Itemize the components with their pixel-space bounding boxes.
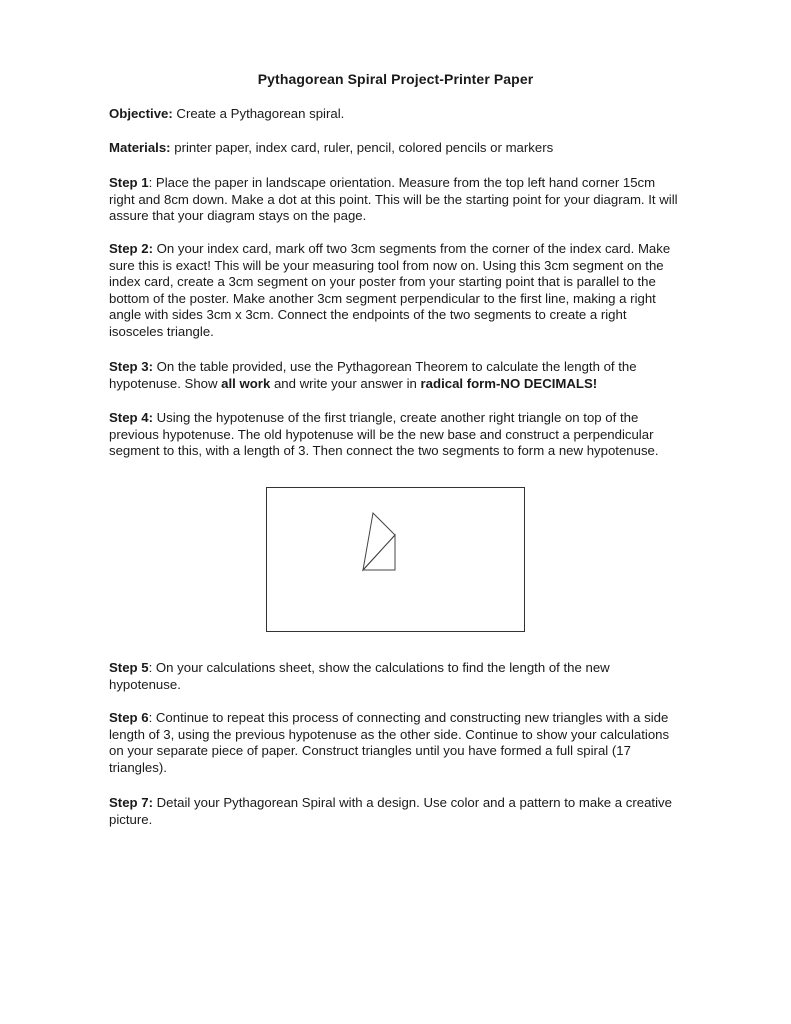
spiral-diagram xyxy=(266,487,525,632)
step2-paragraph xyxy=(109,241,684,340)
step1-text: : Place the paper in landscape orientation. Measure from the top left hand corner 15cm right and 8cm down. Make a dot at this point. This will be the starting point for your diagram. It will assure that your diagram stays on the page. xyxy=(109,175,678,223)
step3-text-a: On the table provided, use the Pythagorean Theorem to calculate the length of the hypotenuse. Show xyxy=(109,359,637,391)
spiral-triangles-drawing xyxy=(267,488,526,633)
document-title: Pythagorean Spiral Project-Printer Paper xyxy=(257,71,534,87)
step6-label: Step 6 xyxy=(109,710,149,725)
step5-label: Step 5 xyxy=(109,660,149,675)
objective-label: Objective: xyxy=(109,106,173,121)
step3-label: Step 3: xyxy=(109,359,153,374)
materials-label: Materials: xyxy=(109,140,171,155)
step3-text-b: and write your answer in xyxy=(270,375,421,391)
step7-text: Detail your Pythagorean Spiral with a design. Use color and a pattern to make a creative picture. xyxy=(109,795,672,827)
step6-text: : Continue to repeat this process of connecting and constructing new triangles with a side length of 3, using the previous hypotenuse as the other side. Continue to show your calculations on your separate piece of paper. Construct triangles until you have formed a full spiral (17 triangles). xyxy=(109,710,670,775)
step4-paragraph xyxy=(109,410,684,460)
step3-paragraph xyxy=(109,359,684,392)
step4-text: Using the hypotenuse of the first triangle, create another right triangle on top of the previous hypotenuse. The old hypotenuse will be the new base and construct a perpendicular segment to this, with a length of 3. Then connect the two segments to form a new hypotenuse. xyxy=(109,410,659,458)
step5-paragraph xyxy=(109,660,684,693)
step1-label: Step 1 xyxy=(109,175,149,190)
step3-bold-a: all work xyxy=(221,375,271,391)
step3-bold-b: radical form-NO DECIMALS! xyxy=(420,375,598,391)
step5-text: : On your calculations sheet, show the calculations to find the length of the new hypotenuse. xyxy=(109,660,610,692)
materials-text: printer paper, index card, ruler, pencil, colored pencils or markers xyxy=(170,140,554,155)
second-triangle xyxy=(363,513,395,570)
step1-paragraph xyxy=(109,175,684,225)
materials-paragraph xyxy=(109,140,684,157)
step7-paragraph xyxy=(109,795,684,828)
step4-label: Step 4: xyxy=(109,410,153,425)
objective-paragraph xyxy=(109,106,684,123)
step2-text: On your index card, mark off two 3cm segments from the corner of the index card. Make sure this is exact! This will be your measuring tool from now on. Using this 3cm segment on the index card, create a 3cm segment on your poster from your starting point that is parallel to the bottom of the poster. Make another 3cm segment perpendicular to the first line, making a right angle with sides 3cm x 3cm. Connect the endpoints of the two segments to create a right isosceles triangle. xyxy=(109,241,671,339)
step2-label: Step 2: xyxy=(109,241,153,256)
step7-label: Step 7: xyxy=(109,795,153,810)
objective-text: Create a Pythagorean spiral. xyxy=(172,106,345,121)
step6-paragraph xyxy=(109,710,684,776)
